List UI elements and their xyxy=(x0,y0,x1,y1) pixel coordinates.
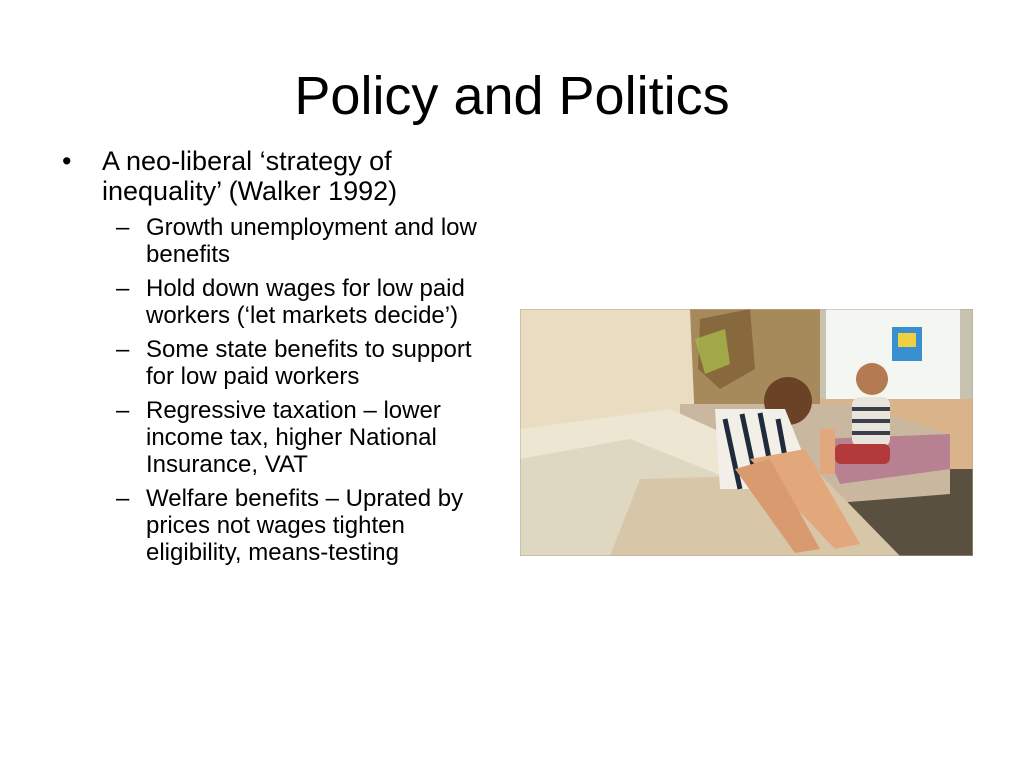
slide-photo xyxy=(520,309,973,556)
photo-child-head xyxy=(856,363,888,395)
sub-bullet-text: Regressive taxation – lower income tax, higher National Insurance, VAT xyxy=(146,397,441,478)
sub-bullet-item xyxy=(102,485,502,566)
sub-bullet-marker: – xyxy=(116,214,130,241)
bullet-list xyxy=(62,146,502,573)
sub-bullet-marker: – xyxy=(116,485,130,512)
sub-bullet-item xyxy=(102,214,502,268)
sub-bullet-item xyxy=(102,275,502,329)
sub-bullet-text: Hold down wages for low paid workers (‘let markets decide’) xyxy=(146,275,465,329)
bullet-marker: • xyxy=(62,146,72,176)
sub-bullet-text: Welfare benefits – Uprated by prices not wages tighten eligibility, means-testing xyxy=(146,485,464,566)
bullet-item xyxy=(62,146,502,566)
sub-bullet-item xyxy=(102,336,502,390)
photo-child-legs xyxy=(835,444,890,464)
sub-bullet-text: Some state benefits to support for low paid workers xyxy=(146,336,472,390)
bullet-text: A neo-liberal ‘strategy of inequality’ (Walker 1992) xyxy=(102,146,398,206)
sub-bullet-marker: – xyxy=(116,397,130,424)
slide-title: Policy and Politics xyxy=(294,66,730,126)
sub-bullet-item xyxy=(102,397,502,478)
sub-bullet-marker: – xyxy=(116,336,130,363)
sub-bullet-text: Growth unemployment and low benefits xyxy=(146,214,477,268)
sub-bullet-marker: – xyxy=(116,275,130,302)
photo-illustration xyxy=(520,309,973,556)
sub-bullet-list xyxy=(102,214,502,566)
